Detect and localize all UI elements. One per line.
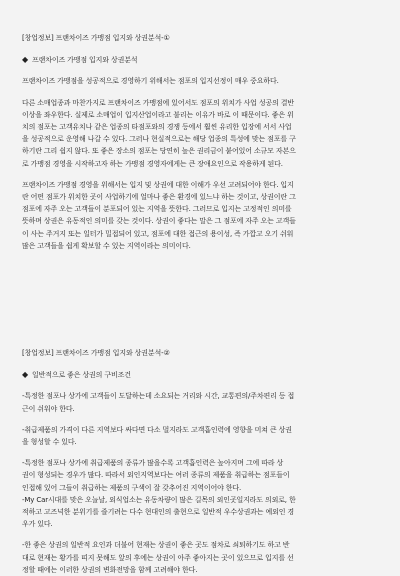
section-1 [22,32,374,252]
section-1-title: [창업정보] 프랜차이즈 가맹점 입지와 상권분석-① [22,34,170,42]
section-2-title: [창업정보] 프랜차이즈 가맹점 입지와 상권분석-② [22,349,170,358]
section-1-heading-text: 프랜차이즈 가맹점 입지와 상권분석 [32,56,138,65]
section-2 [22,347,374,576]
section-2-paragraph: -특정한 점포나 상가에 취급제품의 종류가 많을수록 고객흡인력은 높아지며 그에 따라 상 권이 형성되는 경우가 많다. 따라서 외인지역보다는 여러 종류의 제품을 취급하는 점포들이 인접해 있어 그들이 취급하는 제품의 구색이 잘 갖추어진 지역이어야 한다. -My Car시대를 맞은 오늘날, 외식업소는 유동차량이 많은 길목의 외인곳일지라도 의외로, 한 적하고 고즈넉한 분위기를 즐기려는 다수 현대인의 출현으로 일반적 우수상권과는 예외인 경 우가 있다. [22,459,296,529]
section-2-heading [22,369,374,381]
section-1-heading [22,54,374,66]
section-gap [22,261,374,347]
section-1-paragraph: 프랜차이즈 가맹점을 성공적으로 경영하기 위해서는 점포의 입지선정이 매우 중요하다. [22,77,279,86]
section-1-paragraph: 프랜차이즈 가맹점 경영을 위해서는 입지 및 상권에 대한 이해가 우선 고려되어야 한다. 입지 란 어떤 점포가 위치한 곳이 사업하기에 얼마나 좋은 환경에 있느냐 하는 것이고, 상권이란 그 점포에 자주 오는 고객들이 분포되어 있는 지역을 뜻한다. 그러므로 입지는 고정적인 의미를 뜻하며 상권은 유동적인 의미를 갖는 것이다. 상권이 좋다는 말은 그 점포에 자주 오는 고객들 이 사는 주거지 또는 일터가 밀접되어 있고, 점포에 대한 접근의 용이성, 즉 가깝고 오기 쉬워 많은 고객들을 쉽게 확보할 수 있는 지역이라는 의미이다. [22,180,296,250]
section-2-paragraph: -특정한 점포나 상가에 고객들이 도달하는데 소요되는 거리와 시간, 교통편의/주차편리 등 접 근이 쉬워야 한다. [22,392,295,413]
section-2-heading-text: 일반적으로 좋은 상권의 구비조건 [32,371,131,380]
diamond-bullet-icon: ◆ [22,370,29,380]
section-2-paragraph: -한 좋은 상권의 일반적 요인과 더불어 현재는 상권이 좋은 곳도 점차로 쇠퇴하기도 하고 반 대로 현재는 황가를 띠지 못해도 앞의 후에는 상권이 아주 좋아지는 곳이 있으므로 입지를 선 정할 때에는 이러한 상권의 변화전망을 함께 고려해야 한다. [22,541,294,574]
section-1-paragraph: 다른 소매업종과 마찬가지로 프랜차이즈 가맹점에 있어서도 점포의 위치가 사업 성공의 결반 이상을 좌우한다. 실제로 소매업이 입지산업이라고 불리는 이유가 바로 이 때문이다. 좋은 위 치의 점포는 고객유치나 같은 업종의 타점포와의 경쟁 등에서 훨씬 유리한 입장에 서서 사업 을 성공적으로 운영해 나갈 수 있다. 그러나 현실적으로는 해당 업종의 특성에 맞는 점포를 구 하기란 그리 쉽지 않다. 또 좋은 장소의 점포는 당연히 높은 권리금이 붙어있어 소규모 자본으 로 가맹점 경영을 시작하고자 하는 가맹점 경영자에게는 큰 장애요인으로 작용하게 된다. [22,98,296,168]
section-2-paragraph: -취급제품의 가격이 다른 지역보다 싸다면 다소 멀지라도 고객흡인력에 영향을 미쳐 큰 상권 을 형성할 수 있다. [22,425,292,447]
diamond-bullet-icon: ◆ [22,55,29,65]
